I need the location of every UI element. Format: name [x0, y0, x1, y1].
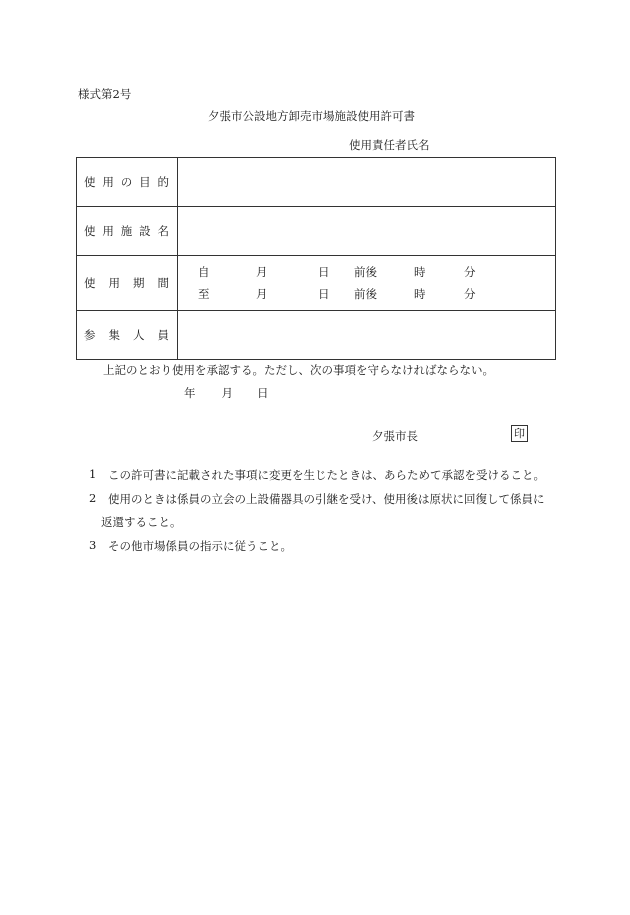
period-end-line — [178, 283, 555, 305]
table-row-attendees — [77, 311, 556, 360]
field-attendees[interactable] — [178, 311, 556, 360]
period-end-marker: 至 — [198, 287, 210, 301]
label-purpose — [77, 158, 178, 207]
condition-number: 1 — [89, 467, 97, 481]
period-minute-unit: 分 — [464, 287, 476, 301]
field-facility[interactable] — [178, 207, 556, 256]
label-char: 使 — [84, 175, 96, 189]
period-hour-unit: 時 — [414, 265, 426, 279]
document-title: 夕張市公設地方卸売市場施設使用許可書 — [208, 109, 415, 123]
condition-text: その他市場係員の指示に従うこと。 — [108, 539, 292, 553]
signatory: 夕張市長 — [372, 429, 418, 443]
date-year-unit: 年 — [184, 386, 196, 400]
label-char: 用 — [102, 175, 114, 189]
label-char: 用 — [108, 276, 120, 290]
condition-number: 3 — [89, 538, 97, 552]
form-number: 様式第2号 — [78, 87, 132, 101]
label-char: 名 — [157, 224, 169, 238]
label-char: 施 — [120, 224, 133, 238]
label-char: 間 — [157, 276, 169, 290]
period-month-unit: 月 — [256, 265, 268, 279]
table-row-facility — [77, 207, 556, 256]
table-row-purpose — [77, 158, 556, 207]
row-label-text — [77, 223, 177, 239]
period-start-marker: 自 — [198, 265, 210, 279]
period-day-unit: 日 — [318, 265, 330, 279]
condition-text: 使用のときは係員の立会の上設備器具の引継を受け、使用後は原状に回復して係員に — [108, 492, 545, 506]
approval-statement: 上記のとおり使用を承認する。ただし、次の事項を守らなければならない。 — [103, 363, 494, 377]
label-char: 設 — [139, 224, 151, 238]
permit-table — [76, 157, 556, 360]
label-attendees — [77, 311, 178, 360]
label-char: 使 — [84, 224, 96, 238]
period-am-pm: 前後 — [354, 287, 377, 301]
label-period — [77, 256, 178, 311]
label-char: 目 — [139, 175, 151, 189]
table-row-period — [77, 256, 556, 311]
label-char: 期 — [133, 276, 145, 290]
condition-text: この許可書に記載された事項に変更を生じたときは、あらためて承認を受けること。 — [108, 468, 545, 482]
label-char: 使 — [84, 276, 96, 290]
row-label-text — [77, 174, 177, 190]
field-purpose[interactable] — [178, 158, 556, 207]
date-month-unit: 月 — [221, 386, 233, 400]
label-char: 用 — [102, 224, 114, 238]
period-day-unit: 日 — [318, 287, 330, 301]
period-minute-unit: 分 — [464, 265, 476, 279]
date-day-unit: 日 — [257, 386, 269, 400]
condition-number: 2 — [89, 491, 97, 505]
label-char: 人 — [133, 328, 145, 342]
seal-mark: 印 — [511, 425, 528, 442]
period-start-line — [178, 261, 555, 283]
label-facility — [77, 207, 178, 256]
label-char: 参 — [84, 328, 96, 342]
approval-date — [184, 385, 269, 401]
period-month-unit: 月 — [256, 287, 268, 301]
period-am-pm: 前後 — [354, 265, 377, 279]
label-char: の — [120, 175, 133, 189]
field-period[interactable] — [178, 256, 556, 311]
row-label-text — [77, 327, 177, 343]
condition-2-continued: 返還すること。 — [101, 515, 182, 529]
row-label-text — [77, 275, 177, 291]
responsible-person-label: 使用責任者氏名 — [349, 138, 430, 152]
label-char: 集 — [108, 328, 120, 342]
period-hour-unit: 時 — [414, 287, 426, 301]
label-char: 員 — [157, 328, 169, 342]
label-char: 的 — [157, 175, 169, 189]
